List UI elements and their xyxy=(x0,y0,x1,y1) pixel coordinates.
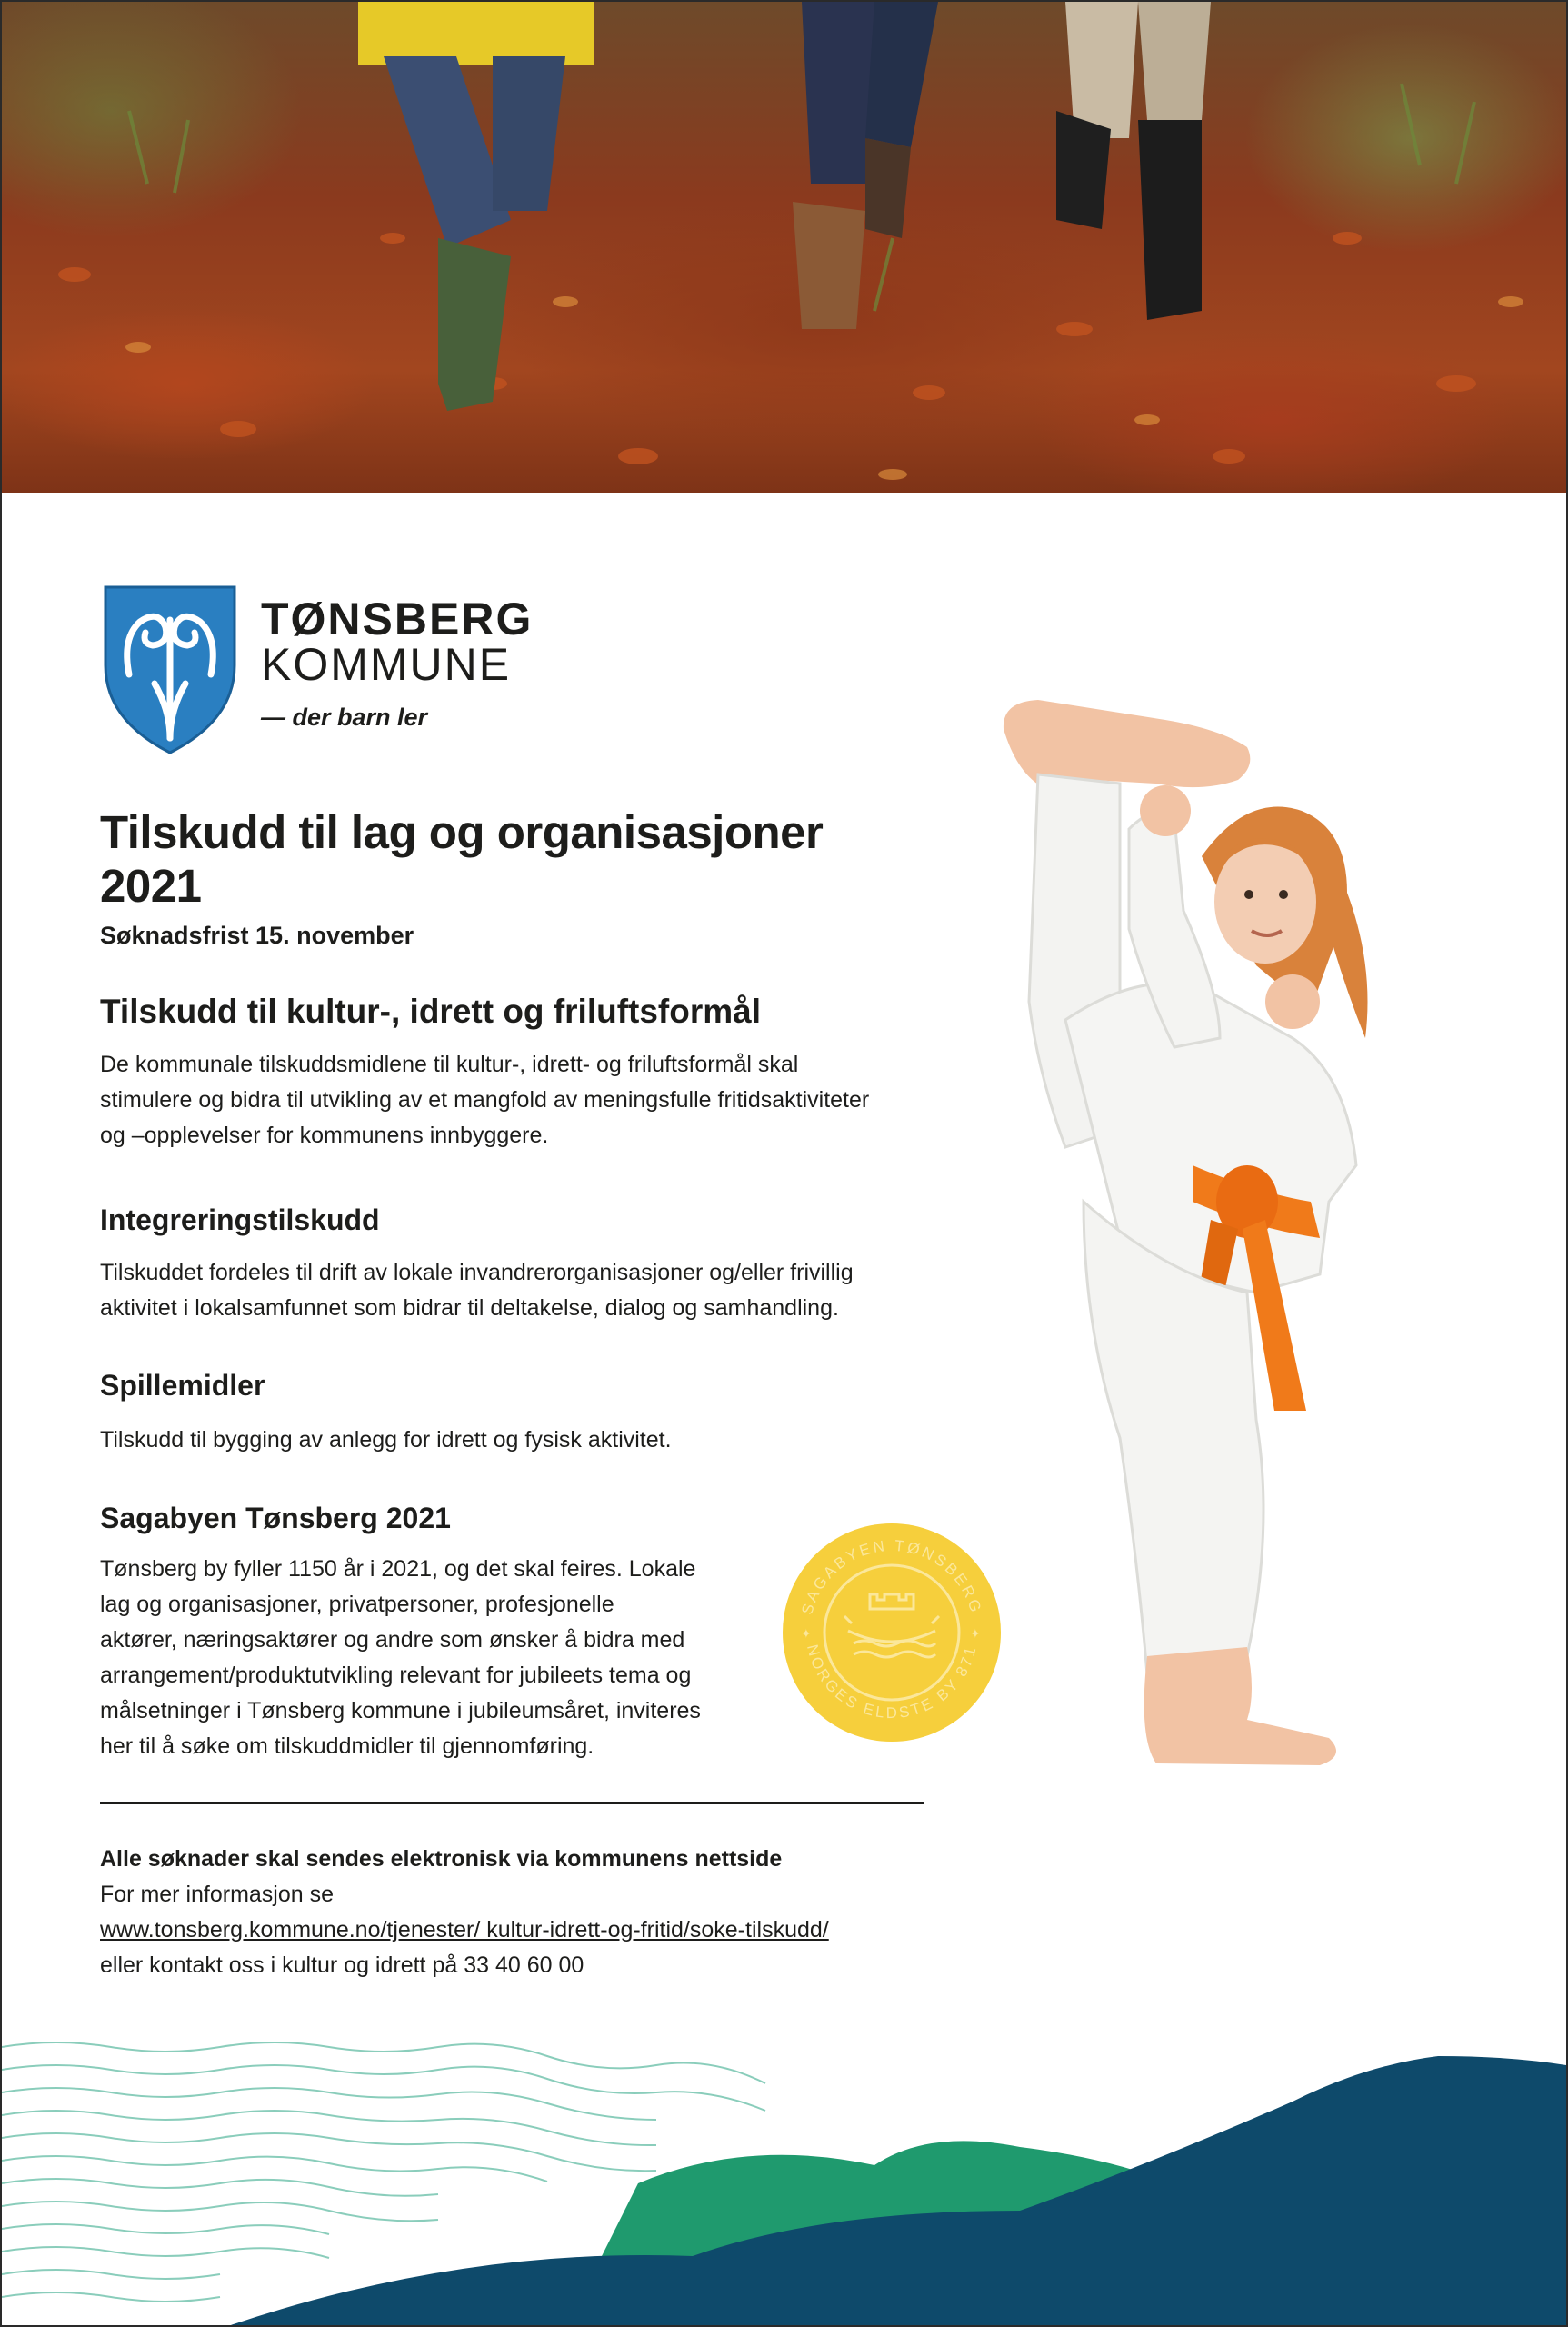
page-title-wrap xyxy=(100,805,936,913)
logo-tagline: — der barn ler xyxy=(261,704,428,731)
info-intro: For mer informasjon se xyxy=(100,1882,335,1907)
section-line: Tønsberg by fyller 1150 år i 2021, og det skal feires. Lokale xyxy=(100,1556,696,1582)
section-line: her til å søke om tilskuddmidler til gjennomføring. xyxy=(100,1733,594,1759)
svg-text:✦: ✦ xyxy=(970,1626,981,1641)
hero-figures xyxy=(2,2,1566,493)
section-line: Tilskudd til bygging av anlegg for idrett og fysisk aktivitet. xyxy=(100,1427,672,1453)
section-line: De kommunale tilskuddsmidlene til kultur-, idrett- og friluftsformål skal xyxy=(100,1052,799,1077)
application-deadline: Søknadsfrist 15. november xyxy=(100,922,414,949)
hero-photo-autumn-walk xyxy=(2,2,1566,493)
section-heading: Spillemidler xyxy=(100,1369,265,1402)
sagabyen-seal-icon xyxy=(781,1522,1003,1743)
section-line: og –opplevelser for kommunens innbyggere. xyxy=(100,1123,549,1148)
decorative-hills xyxy=(2,2029,1566,2327)
section-line: stimulere og bidra til utvikling av et mangfold av meningsfulle fritidsaktiviteter xyxy=(100,1087,870,1113)
section-heading: Tilskudd til kultur-, idrett og friluftsformål xyxy=(100,993,761,1030)
tonsberg-kommune-logo xyxy=(102,584,534,765)
section-kultur xyxy=(100,993,936,1154)
section-heading: Integreringstilskudd xyxy=(100,1203,380,1236)
section-line: lag og organisasjoner, privatpersoner, profesjonelle xyxy=(100,1592,614,1617)
karate-girl-photo xyxy=(984,693,1511,1983)
section-heading: Sagabyen Tønsberg 2021 xyxy=(100,1502,451,1534)
phone-contact: eller kontakt oss i kultur og idrett på 33 40 60 00 xyxy=(100,1952,584,1978)
divider-line xyxy=(100,1802,924,1804)
karate-girl-figure xyxy=(984,693,1511,1983)
logo-name-line1: TØNSBERG xyxy=(261,594,534,644)
logo-name-line2: KOMMUNE xyxy=(261,639,512,690)
seal-bottom-text: NORGES ELDSTE BY 871 xyxy=(803,1643,980,1723)
section-line: aktører, næringsaktører og andre som ønsker å bidra med xyxy=(100,1627,685,1653)
website-link[interactable]: www.tonsberg.kommune.no/tjenester/ kultur-idrett-og-fritid/soke-tilskudd/ xyxy=(100,1917,829,1942)
coat-of-arms-icon xyxy=(102,584,238,756)
section-line: målsetninger i Tønsberg kommune i jubileumsåret, inviteres xyxy=(100,1698,701,1723)
section-line: Tilskuddet fordeles til drift av lokale invandrerorganisasjoner og/eller frivillig xyxy=(100,1260,854,1285)
contact-info xyxy=(100,1842,1009,1983)
seal-top-text: SAGABYEN TØNSBERG xyxy=(798,1536,985,1617)
sagabyen-seal xyxy=(781,1522,1003,1743)
deadline-wrap xyxy=(100,922,936,950)
page-title: Tilskudd til lag og organisasjoner 2021 xyxy=(100,806,824,912)
section-spillemidler xyxy=(100,1369,936,1458)
section-integrering xyxy=(100,1203,936,1326)
section-line: arrangement/produktutvikling relevant for jubileets tema og xyxy=(100,1663,692,1688)
hills-graphic xyxy=(2,2029,1566,2327)
svg-text:✦: ✦ xyxy=(801,1626,812,1641)
submission-note: Alle søknader skal sendes elektronisk via kommunens nettside xyxy=(100,1846,783,1872)
section-line: aktivitet i lokalsamfunnet som bidrar til deltakelse, dialog og samhandling. xyxy=(100,1295,839,1321)
